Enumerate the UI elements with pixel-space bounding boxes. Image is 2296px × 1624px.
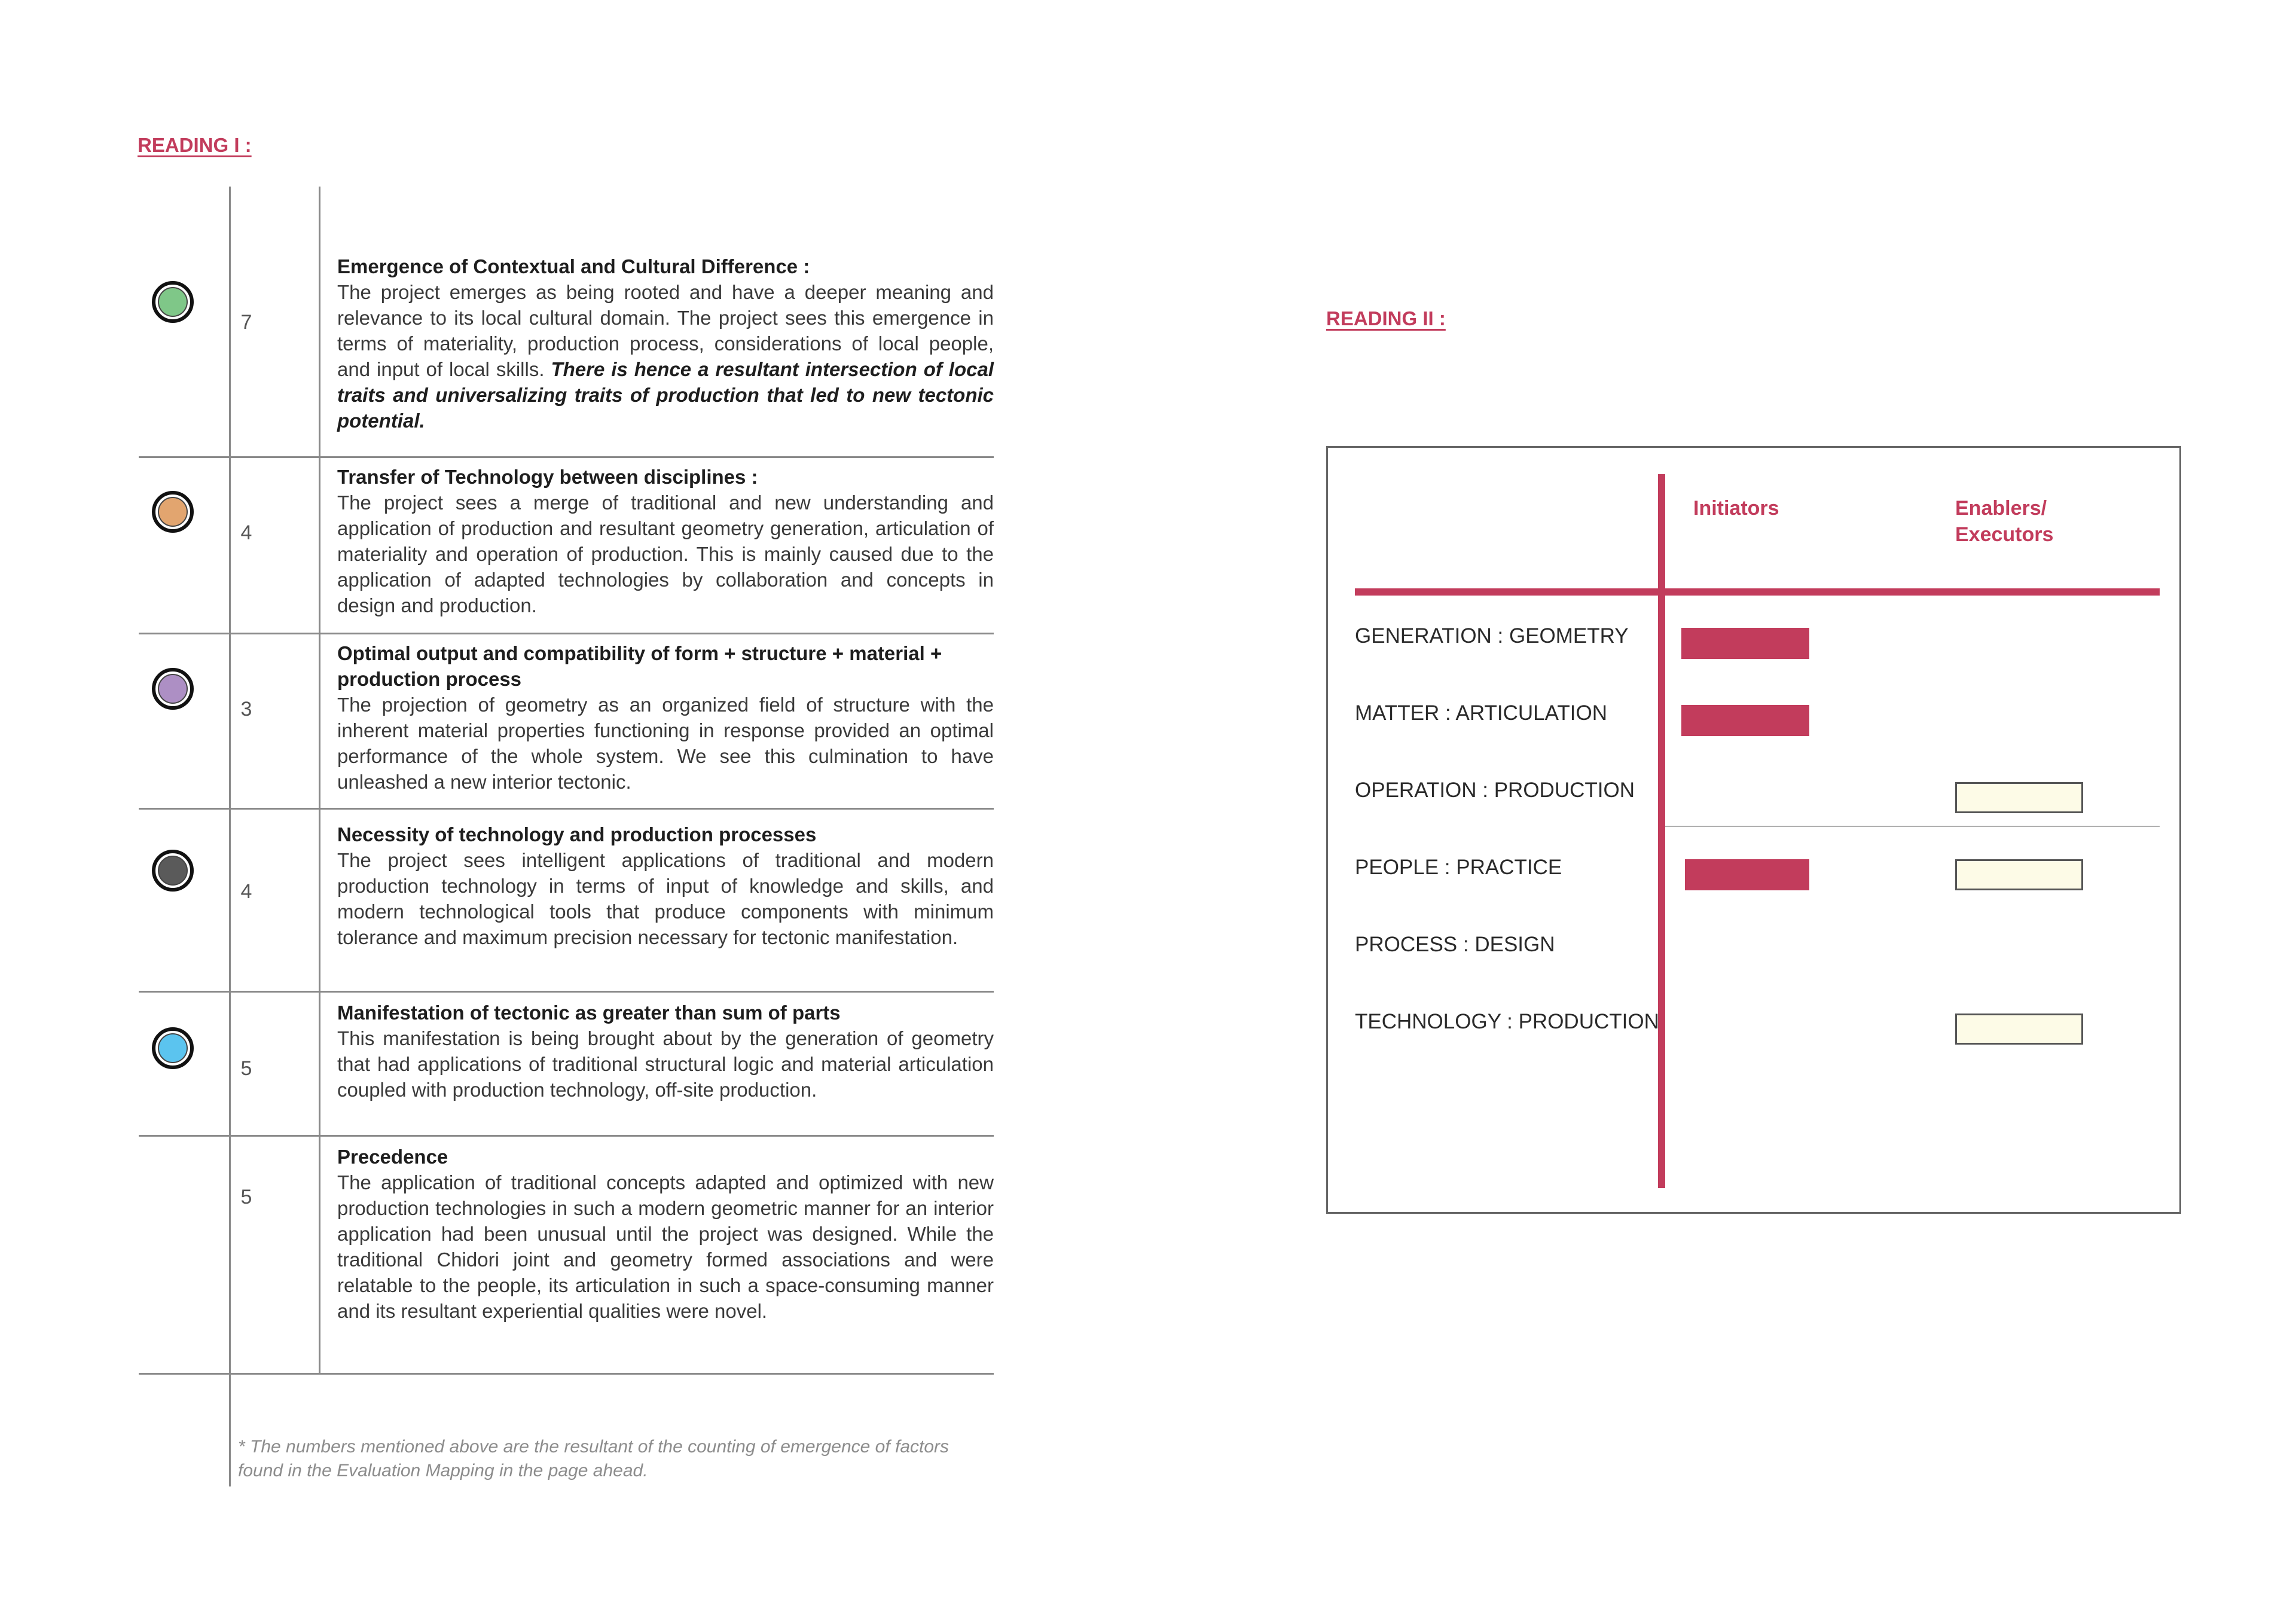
factor-label: TECHNOLOGY : PRODUCTION: [1355, 1010, 1659, 1033]
green-circle-icon: [152, 281, 194, 323]
row-count: 7: [240, 311, 252, 334]
row-text: [337, 1000, 994, 1103]
executor-bar: [1955, 782, 2083, 813]
blue-circle-fill: [158, 1033, 188, 1063]
grey-circle-icon: [152, 850, 194, 892]
table-row: [139, 1137, 994, 1373]
reading-2-heading: READING II :: [1326, 307, 1446, 329]
row-title: Precedence: [337, 1146, 448, 1168]
matrix-vertical-axis: [1658, 474, 1665, 1188]
row-count: 5: [240, 1057, 252, 1080]
executor-bar: [1955, 859, 2083, 890]
reading-2-matrix-frame: [1326, 446, 2181, 1214]
reading-1-heading: READING I :: [138, 134, 252, 156]
row-title: Transfer of Technology between disciplines :: [337, 466, 758, 488]
factor-label: MATTER : ARTICULATION: [1355, 701, 1607, 725]
column-header-enablers-line2: Executors: [1955, 523, 2054, 546]
row-emphasis: There is hence a resultant intersection of local traits and universalizing traits of production that led to new tectonic potential.: [337, 358, 994, 432]
table-row: [139, 810, 994, 991]
table-row: [139, 993, 994, 1135]
green-circle-fill: [158, 287, 188, 317]
table-row: [139, 187, 994, 456]
column-header-enablers: [1955, 495, 2053, 548]
row-text: [337, 822, 994, 950]
row-body: The project sees intelligent applications of traditional and modern production technology in terms of input of knowledge and skills, and modern technological tools that produce components with minimum tolerance and maximum precision necessary for tectonic manifestation.: [337, 849, 994, 948]
row-count: 3: [240, 698, 252, 721]
row-body: The project emerges as being rooted and have a deeper meaning and relevance to its local cultural domain. The project sees this emergence in terms of materiality, production process, considerations of local people, and input of local skills.: [337, 281, 994, 380]
initiator-bar: [1685, 859, 1809, 890]
row-title: Emergence of Contextual and Cultural Difference :: [337, 255, 810, 277]
row-body: This manifestation is being brought about by the generation of geometry that had applications of traditional structural logic and material articulation coupled with production technology, off-site production.: [337, 1027, 994, 1101]
row-text: [337, 464, 994, 618]
row-count: 4: [240, 880, 252, 903]
orange-circle-fill: [158, 497, 188, 527]
factor-label: GENERATION : GEOMETRY: [1355, 624, 1629, 648]
purple-circle-fill: [158, 674, 188, 704]
row-title: Optimal output and compatibility of form + structure + material + production process: [337, 642, 942, 690]
table-row: [139, 458, 994, 633]
grey-circle-fill: [158, 856, 188, 886]
row-text: [337, 1144, 994, 1324]
blue-circle-icon: [152, 1027, 194, 1069]
column-header-enablers-line1: Enablers/: [1955, 497, 2047, 520]
matrix-divider: [1665, 826, 2160, 827]
row-body: The projection of geometry as an organized field of structure with the inherent material properties functioning in response provided an optimal performance of the whole system. We see this culmination to have unleashed a new interior tectonic.: [337, 694, 994, 793]
initiator-bar: [1681, 705, 1809, 736]
factor-label: PEOPLE : PRACTICE: [1355, 856, 1562, 879]
row-text: [337, 640, 994, 795]
orange-circle-icon: [152, 491, 194, 533]
table-row: [139, 634, 994, 808]
column-header-initiators: Initiators: [1693, 497, 1779, 520]
footnote: * The numbers mentioned above are the resultant of the counting of emergence of factors found in the Evaluation Mapping in the page ahead.: [238, 1437, 949, 1480]
row-body: The project sees a merge of traditional and new understanding and application of production and resultant geometry generation, articulation of materiality and operation of production. This is mainly caused due to the application of adapted technologies by collaboration and concepts in design and production.: [337, 492, 994, 616]
purple-circle-icon: [152, 668, 194, 710]
initiator-bar: [1681, 628, 1809, 659]
factor-label: PROCESS : DESIGN: [1355, 933, 1555, 956]
factor-label: OPERATION : PRODUCTION: [1355, 779, 1635, 802]
executor-bar: [1955, 1014, 2083, 1045]
row-title: Necessity of technology and production processes: [337, 823, 817, 845]
row-text: [337, 254, 994, 434]
row-count: 4: [240, 521, 252, 544]
row-body: The application of traditional concepts adapted and optimized with new production technologies in such a modern geometric manner for an interior application had been unusual until the project was designed. While the traditional Chidori joint and geometry formed associations and were relatable to the people, its articulation in such a space-consuming manner and its resultant experiential qualities were novel.: [337, 1171, 994, 1322]
row-title: Manifestation of tectonic as greater than sum of parts: [337, 1002, 841, 1024]
row-count: 5: [240, 1186, 252, 1208]
table-divider-row-6: [139, 1373, 994, 1375]
matrix-horizontal-axis: [1355, 588, 2160, 596]
